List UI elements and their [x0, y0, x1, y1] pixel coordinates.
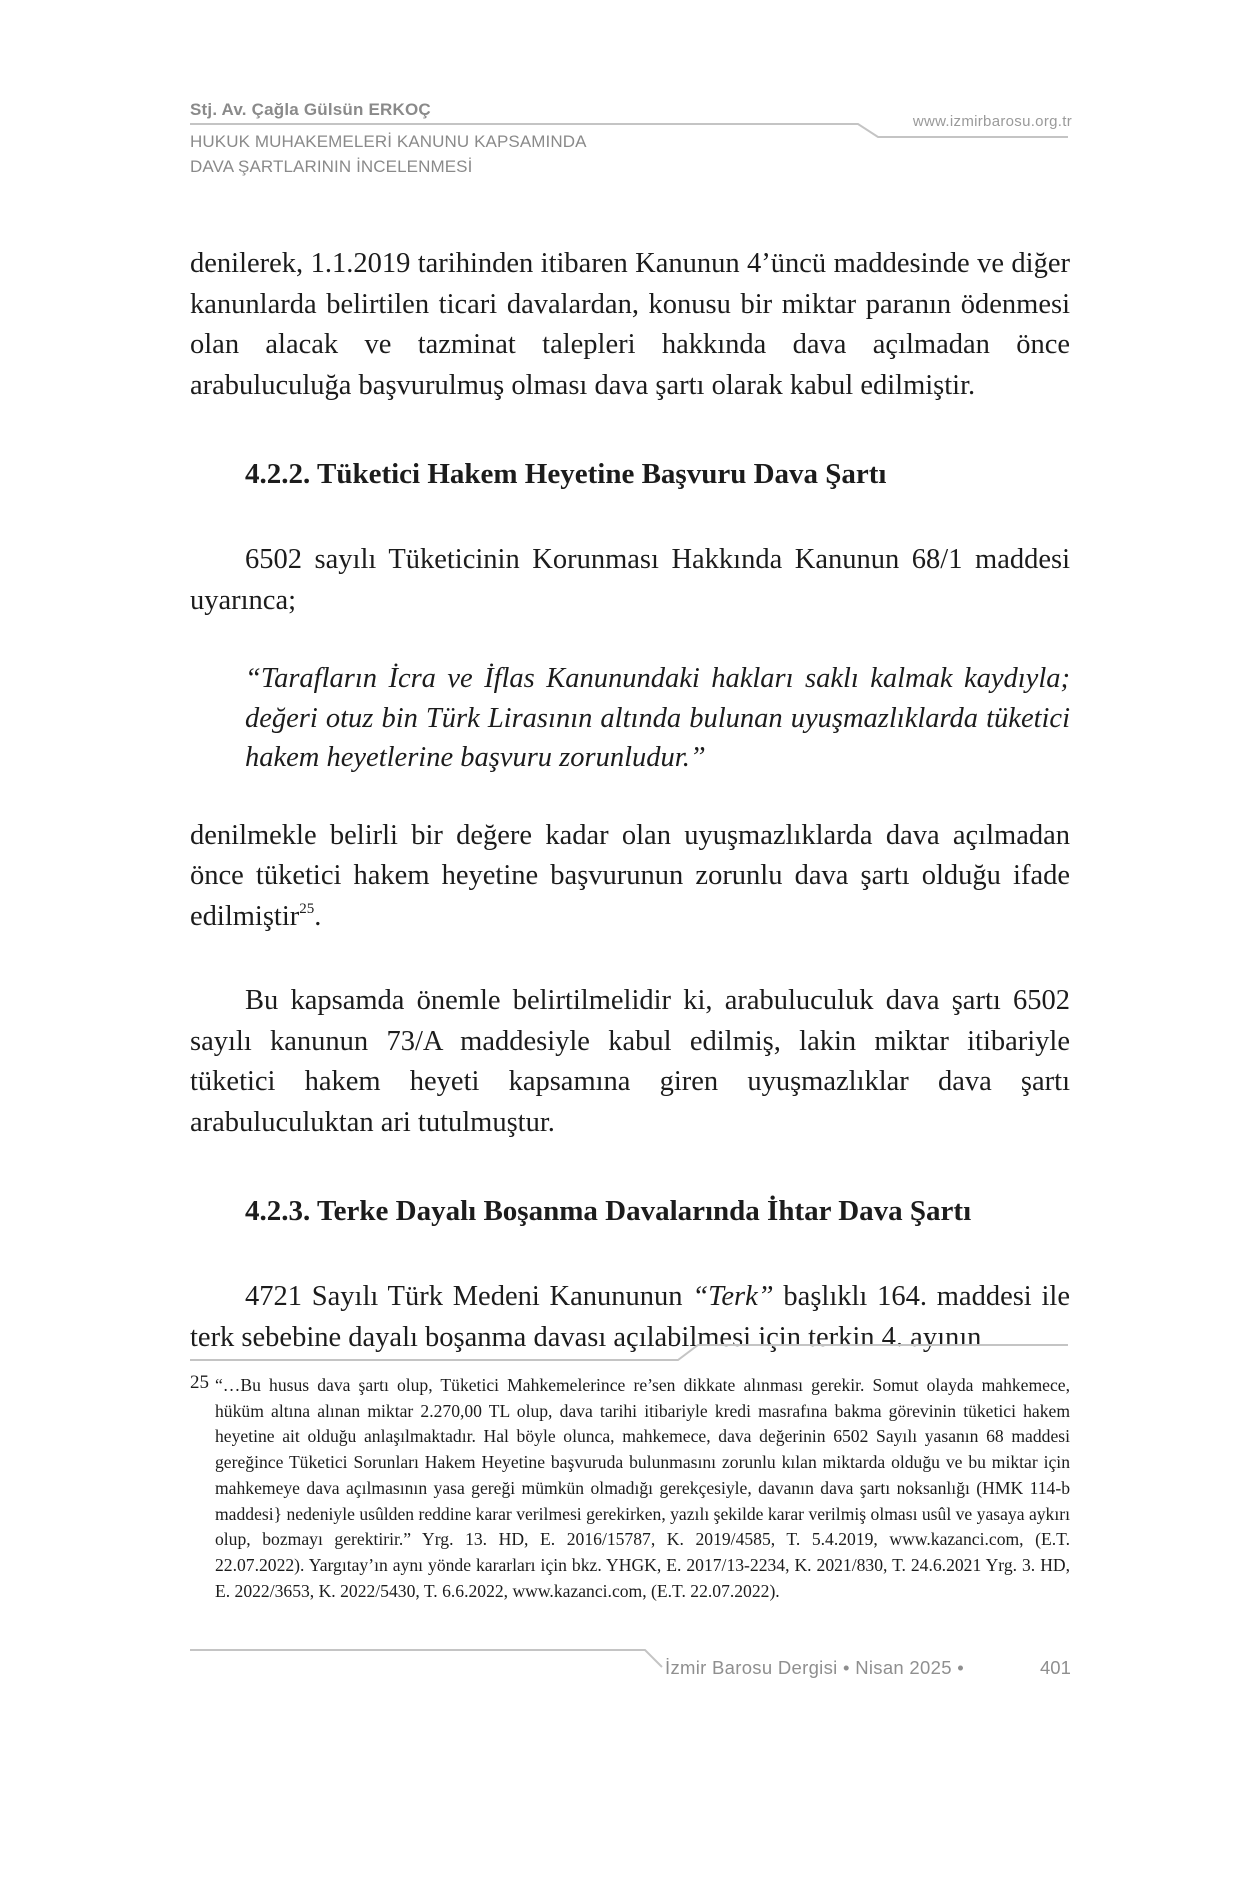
paragraph-arabuluculuk-intro: denilerek, 1.1.2019 tarihinden itibaren Kanunun 4’üncü maddesinde ve diğer kanunlarda belirtilen ticari davalardan, konusu bir miktar paranın ödenmesi olan alacak ve tazminat talepleri hakkında dava açılmadan önce arabuluculuğa başvurulmuş olması dava şartı olarak kabul edilmiştir. — [190, 248, 1070, 401]
footnote-reference-25[interactable]: 25 — [299, 900, 315, 917]
paragraph-text: denilmekle belirli bir değere kadar olan uyuşmazlıklarda dava açılmadan önce tüketici hakem heyetine başvurunun zorunlu dava şartı olduğu ifade edilmiştir — [190, 819, 1070, 932]
header-title-line-1: HUKUK MUHAKEMELERİ KANUNU KAPSAMINDA — [190, 132, 587, 151]
section-heading-4-2-3: 4.2.3. Terke Dayalı Boşanma Davalarında İhtar Dava Şartı — [245, 1195, 972, 1227]
header-title-line-2: DAVA ŞARTLARININ İNCELENMESİ — [190, 157, 473, 176]
header-author: Stj. Av. Çağla Gülsün ERKOÇ — [190, 100, 431, 119]
section-heading-4-2-2: 4.2.2. Tüketici Hakem Heyetine Başvuru Dava Şartı — [245, 458, 887, 490]
paragraph-6502-intro: 6502 sayılı Tüketicinin Korunması Hakkında Kanunun 68/1 maddesi uyarınca; — [190, 544, 1070, 616]
italic-term-terk: “Terk” — [692, 1281, 774, 1312]
footnote-number: 25 — [190, 1372, 209, 1393]
paragraph-text-rest: başlıklı 164. maddesi ile terk sebebine dayalı boşanma davası açılabilmesi için terkin 4. ayının — [190, 1281, 1070, 1353]
header-website-url[interactable]: www.izmirbarosu.org.tr — [912, 113, 1072, 130]
footnote-text: “…Bu husus dava şartı olup, Tüketici Mahkemelerince re’sen dikkate alınması gerekir. Somut olayda mahkemece, hüküm altına alınan miktar 2.270,00 TL olup, dava tarihi itibariyle kredi masrafına bakma görevinin tüketici hakem heyetine ait olduğu anlaşılmaktadır. Hal böyle olunca, mahkemece, dava değerinin 6502 Sayılı yasanın 68 maddesi gereğince Tüketici Sorunları Hakem Heyetine başvuruda bulunmasını zorunlu kılan miktarda olduğu ve bu miktar için mahkemeye dava açılmasının yasa gereği mümkün olmadığı gerekçesiyle, davanın dava şartı noksanlığı (HMK 114-b maddesi} nedeniyle usûlden reddine karar verilmesi gerekirken, yazılı şekilde karar verilmiş olması usûl ve yasaya aykırı olup, bozmayı gerektirir.” Yrg. 13. HD, E. 2016/15787, K. 2019/4585, T. 5.4.2019, www.kazanci.com, (E.T. 22.07.2022). Yargıtay’ın aynı yönde kararları için bkz. YHGK, E. 2017/13-2234, K. 2021/830, T. 24.6.2021 Yrg. 3. HD, E. 2022/3653, K. 2022/5430, T. 6.6.2022, www.kazanci.com, (E.T. 22.07.2022). — [215, 1375, 1070, 1601]
footer-journal-name: İzmir Barosu Dergisi • Nisan 2025 • — [665, 1657, 965, 1678]
paragraph-end-period: . — [314, 900, 322, 932]
block-quote-law-text: “Tarafların İcra ve İflas Kanunundaki hakları saklı kalmak kaydıyla; değeri otuz bin Türk Lirasının altında bulunan uyuşmazlıklarda tüketici hakem heyetlerine başvuru zorunludur.” — [245, 663, 1070, 773]
paragraph-arabuluculuk-istisna: Bu kapsamda önemle belirtilmelidir ki, arabuluculuk dava şartı 6502 sayılı kanunun 73/A maddesiyle kabul edilmiş, lakin miktar itibariyle tüketici hakem heyeti kapsamına giren uyuşmazlıklar dava şartı arabuluculuktan ari tutulmuştur. — [190, 985, 1070, 1138]
footer-page-number: 401 — [1040, 1657, 1071, 1678]
paragraph-text-start: 4721 Sayılı Türk Medeni Kanununun — [245, 1281, 693, 1312]
